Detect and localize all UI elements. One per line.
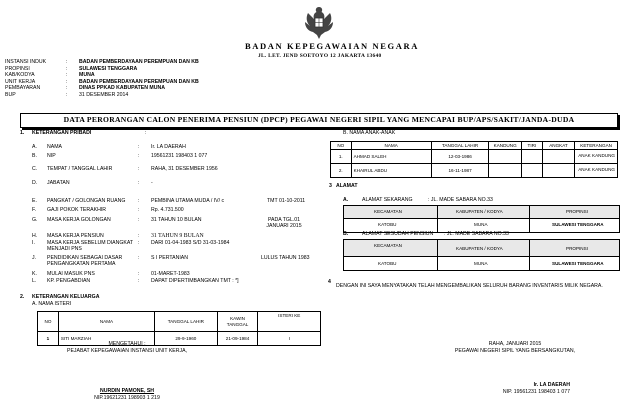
address-propinsi: SULAWESI TENGGARA: [552, 261, 604, 266]
row-letter: I.: [32, 240, 35, 246]
address-propinsi: SULAWESI TENGGARA: [552, 222, 604, 227]
table-header-row: [38, 312, 321, 332]
info-value: BADAN PEMBERDAYAAN PEREMPUAN DAN KB: [79, 78, 199, 85]
spouse-table: [37, 311, 321, 346]
row-colon: :: [138, 271, 140, 277]
table-row: [331, 164, 618, 178]
row-extra: LULUS TAHUN 1983: [261, 255, 310, 261]
sign-right-line2: PEGAWAI NEGERI SIPIL YANG BERSANGKUTAN,: [454, 348, 576, 354]
row-colon: :: [138, 217, 140, 223]
children-title: B. NAMA ANAK-ANAK: [343, 130, 396, 136]
address-b-box: [343, 239, 620, 271]
table-cell: [489, 164, 522, 178]
column-header: KABUPATEN / KODYA: [456, 209, 503, 214]
column-header: KAWIN TANGGAL: [217, 312, 258, 332]
row-letter: J.: [32, 255, 37, 261]
table-cell: [522, 164, 543, 178]
section1-number: 1.: [20, 130, 25, 136]
info-label: INSTANSI INDUK: [5, 59, 47, 65]
row-colon: :: [138, 207, 140, 213]
column-header: NAMA: [58, 312, 154, 332]
table-cell: KHAIRUL ABDU: [351, 164, 431, 178]
info-value: BADAN PEMBERDAYAAN PEREMPUAN DAN KB: [79, 59, 199, 65]
column-header: KECAMATAN: [374, 209, 402, 214]
info-label: UNIT KERJA: [5, 78, 36, 85]
info-colon: :: [66, 85, 68, 91]
sign-left-line1: MENGETAHUI :: [108, 341, 146, 347]
row-colon: :: [138, 233, 140, 239]
row-letter: K.: [32, 271, 37, 277]
table-cell: 16-11-1987: [431, 164, 488, 178]
section3-number: 3: [329, 183, 332, 189]
sign-right-line1: RAHA, JANUARI 2015: [488, 341, 542, 347]
section1-colon: :: [145, 130, 147, 136]
section2-number: 2.: [20, 294, 25, 300]
sign-left-line2: PEJABAT KEPEGAWAIAN INSTANSI UNIT KERJA,: [66, 348, 187, 354]
row-value: 01-MARET-1983: [151, 271, 190, 277]
row-colon: :: [138, 166, 140, 172]
row-value: S I PERTANIAN: [151, 255, 188, 261]
column-header: TANGGAL LAHIR: [431, 142, 488, 150]
row-letter: D.: [32, 180, 38, 186]
row-label: PANGKAT / GOLONGAN RUANG: [47, 198, 126, 204]
children-table: [330, 141, 618, 178]
row-value: RAHA, 31 DESEMBER 1956: [151, 166, 218, 172]
header-address: JL. LET. JEND SOETOYO 12 JAKARTA 13640: [258, 53, 382, 59]
sign-right-name: Ir. LA DAERAH: [533, 382, 570, 388]
table-header-row: [331, 142, 618, 150]
row-letter: H.: [32, 233, 38, 239]
info-value: MUNA: [79, 72, 95, 78]
row-colon: :: [138, 153, 140, 159]
row-label: KP. PENGABDIAN: [47, 278, 91, 284]
row-value: 19561231 198403 1 077: [151, 153, 208, 159]
garuda-emblem-icon: [300, 4, 338, 40]
info-label: BUP: [5, 91, 16, 98]
row-letter: L.: [32, 278, 37, 284]
row-label: MASA KERJA PENSIUN: [47, 233, 104, 239]
section2-subtitle: A. NAMA ISTERI: [32, 301, 72, 307]
section3-title: ALAMAT: [336, 183, 358, 189]
row-label: PENDIDIKAN SEBAGAI DASAR PENGANGKATAN PERTAMA: [47, 255, 123, 267]
column-header: NO: [331, 142, 352, 150]
table-cell: AHMAD SALEH: [351, 150, 431, 164]
row-label: NAMA: [47, 144, 62, 150]
table-cell: ANAK KANDUNG: [575, 164, 618, 178]
row-label: TEMPAT / TANGGAL LAHIR: [47, 166, 113, 172]
row-letter: E.: [32, 198, 37, 204]
info-label: KAB/KODYA: [5, 72, 35, 78]
column-header: KANDUNG: [489, 142, 522, 150]
row-extra: PADA TGL.01 JANUARI 2015: [266, 217, 302, 229]
info-value: DINAS PPKAD KABUPATEN MUNA: [79, 85, 165, 91]
row-letter: C.: [32, 166, 38, 172]
column-header: TIRI: [522, 142, 543, 150]
column-header: TANGGAL LAHIR: [155, 312, 218, 332]
section4-text: DENGAN INI SAYA MENYATAKAN TELAH MENGEMBALIKAN SELURUH BARANG INVENTARIS MILIK NEGARA.: [336, 283, 603, 289]
row-label: GAJI POKOK TERAKHIR: [47, 207, 106, 213]
table-cell: [489, 150, 522, 164]
address-a-title: ALAMAT SEKARANG: [362, 197, 413, 203]
row-label: MASA KERJA GOLONGAN: [47, 217, 111, 223]
section1-title: KETERANGAN PRIBADI: [32, 130, 92, 136]
row-value: DARI 01-04-1983 S/D 31-03-1984: [151, 240, 230, 246]
address-kecamatan: KATOBU: [378, 222, 397, 227]
row-letter: A.: [32, 144, 37, 150]
row-colon: :: [138, 278, 140, 284]
address-kabupaten: MUNA: [474, 222, 488, 227]
row-value: PEMBINA UTAMA MUDA / IV/ c: [151, 198, 225, 204]
info-colon: :: [66, 65, 68, 72]
table-cell: 1: [38, 332, 59, 346]
column-header: PROPINSI: [566, 246, 588, 251]
row-letter: F.: [32, 207, 37, 213]
info-colon: :: [66, 78, 68, 85]
row-letter: G.: [32, 217, 38, 223]
address-kabupaten: MUNA: [474, 261, 488, 266]
info-label: PEMBAYARAN: [5, 85, 41, 91]
row-colon: :: [138, 198, 140, 204]
table-cell: 29-9-1960: [155, 332, 218, 346]
sign-right-nip: NIP. 19561231 198403 1 077: [502, 389, 570, 395]
row-colon: :: [138, 255, 140, 261]
column-header: NO: [38, 312, 59, 332]
column-header: ANGKAT: [542, 142, 575, 150]
row-label: MULAI MASUK PNS: [47, 271, 95, 277]
header-title: BADAN KEPEGAWAIAN NEGARA: [245, 41, 419, 51]
address-a-label: A.: [343, 197, 349, 203]
table-cell: ANAK KANDUNG: [575, 150, 618, 164]
info-value: 31 DESEMBER 2014: [79, 91, 129, 98]
info-label: PROPINSI: [5, 65, 30, 72]
row-colon: :: [138, 240, 140, 246]
address-a-box: [343, 205, 620, 233]
column-header: NAMA: [351, 142, 431, 150]
table-row: [331, 150, 618, 164]
row-colon: :: [138, 144, 140, 150]
column-header: PROPINSI: [566, 209, 588, 214]
column-header: ISTERI KE: [258, 312, 321, 332]
row-value: 31 TAHUN 9 BULAN: [151, 233, 204, 239]
row-extra: TMT 01-10-2011: [267, 198, 306, 204]
row-value: 31 TAHUN 10 BULAN: [151, 217, 202, 223]
address-a-street: : JL. MADE SABARA NO.33: [428, 197, 493, 203]
info-colon: :: [66, 59, 68, 65]
row-colon: :: [138, 180, 140, 186]
document-banner: DATA PERORANGAN CALON PENERIMA PENSIUN (DPCP) PEGAWAI NEGERI SIPIL YANG MENCAPAI BUP/APS/SAKIT/JANDA-DUDA: [20, 113, 618, 128]
section2-title: KETERANGAN KELUARGA: [32, 294, 100, 300]
row-letter: B.: [32, 153, 37, 159]
info-colon: :: [66, 72, 68, 78]
table-cell: [522, 150, 543, 164]
table-cell: 2.: [331, 164, 352, 178]
row-label: MASA KERJA SEBELUM DIANGKAT MENJADI PNS: [47, 240, 134, 252]
table-cell: [542, 150, 575, 164]
table-cell: SITI MARZIAH: [58, 332, 154, 346]
table-cell: 21-09-1984: [217, 332, 258, 346]
address-kecamatan: KATOBU: [378, 261, 397, 266]
row-value: Rp. 4.731.500: [151, 207, 184, 213]
table-cell: 1.: [331, 150, 352, 164]
table-cell: [542, 164, 575, 178]
table-cell: I: [258, 332, 321, 346]
section4-number: 4: [328, 279, 331, 285]
sign-left-name: NURDIN PAMONE, SH: [99, 388, 155, 394]
row-value: DAPAT DIPERTIMBANGKAN TMT : *]: [151, 278, 239, 284]
info-value: SULAWESI TENGGARA: [79, 65, 138, 72]
row-label: JABATAN: [47, 180, 70, 186]
sign-left-nip: NIP.19621231 198903 1 219: [94, 395, 160, 401]
row-label: NIP: [47, 153, 56, 159]
row-value: -: [151, 180, 153, 186]
table-row: [38, 332, 321, 346]
address-b-street: : JL. MADE SABARA NO.33: [444, 231, 509, 237]
info-colon: :: [66, 91, 68, 98]
column-header: KECAMATAN: [374, 243, 402, 248]
address-b-title: ALAMAT SESUDAH PENSIUN: [362, 231, 434, 237]
column-header: KETERANGAN: [575, 142, 618, 150]
column-header: KABUPATEN / KODYA: [456, 246, 503, 251]
address-b-label: B.: [343, 231, 349, 237]
table-cell: 12-03-1986: [431, 150, 488, 164]
row-value: Ir. LA DAERAH: [151, 144, 186, 150]
